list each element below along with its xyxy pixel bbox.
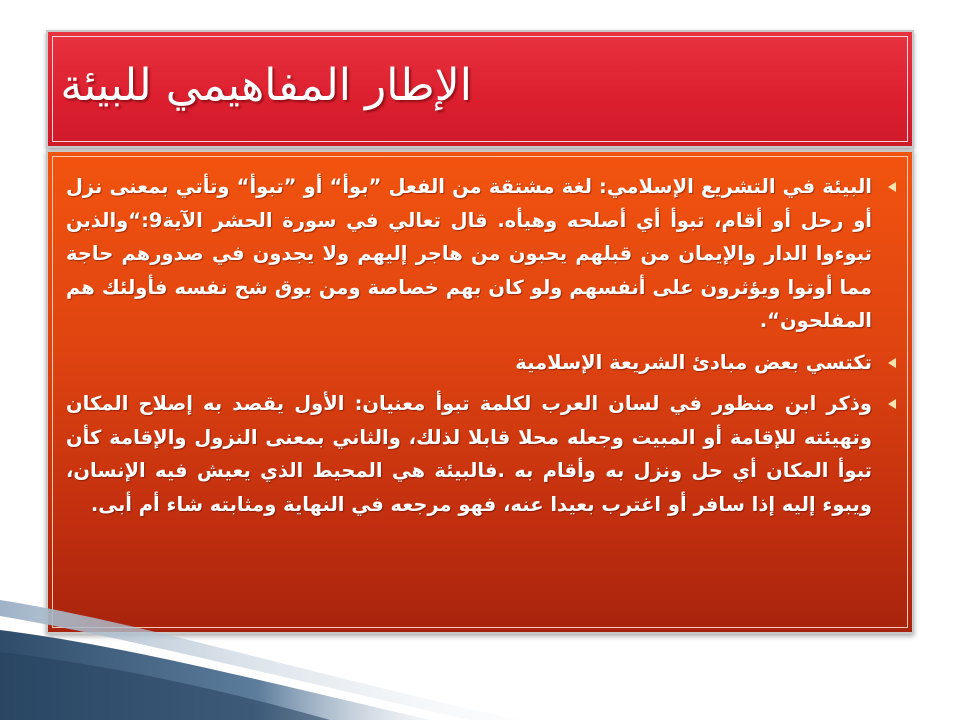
slide-title: الإطار المفاهيمي للبيئة	[60, 60, 472, 111]
bullet-text: تكتسي بعض مبادئ الشريعة الإسلامية	[515, 350, 872, 374]
swoosh-decoration	[0, 560, 520, 720]
title-box	[46, 30, 914, 148]
bullet-item	[66, 387, 898, 521]
bullet-item	[66, 170, 898, 338]
bullet-text: البيئة في التشريع الإسلامي: لغة مشتقة من الفعل ”بوأ“ أو ”تبوأ“ وتأتي بمعنى نزل أو رحل أو أقام، تبوأ أي أصلحه وهيأه. قال تعالي في سورة الحشر الآية9:“والذين تبوءوا الدار والإيمان من قبلهم يحبون من هاجر إليهم ولا يجدون في صدورهم حاجة مما أوتوا ويؤثرون على أنفسهم ولو كان بهم خصاصة ومن يوق شح نفسه فأولئك هم المفلحون“.	[66, 175, 872, 332]
triangle-bullet-icon	[888, 399, 896, 409]
bullet-text: وذكر ابن منظور في لسان العرب لكلمة تبوأ معنيان: الأول يقصد به إصلاح المكان وتهيئته للإقامة أو المبيت وجعله محلا قابلا لذلك، والثاني بمعنى النزول والإقامة كأن تبوأ المكان أي حل ونزل به وأقام به .فالبيئة هي المحيط الذي يعيش فيه الإنسان، ويبوء إليه إذا سافر أو اغترب بعيدا عنه، فهو مرجعه في النهاية ومثابته شاء أم أبى.	[66, 392, 872, 516]
bullet-list	[66, 170, 898, 529]
triangle-bullet-icon	[888, 358, 896, 368]
triangle-bullet-icon	[888, 182, 896, 192]
bullet-item	[66, 346, 898, 380]
